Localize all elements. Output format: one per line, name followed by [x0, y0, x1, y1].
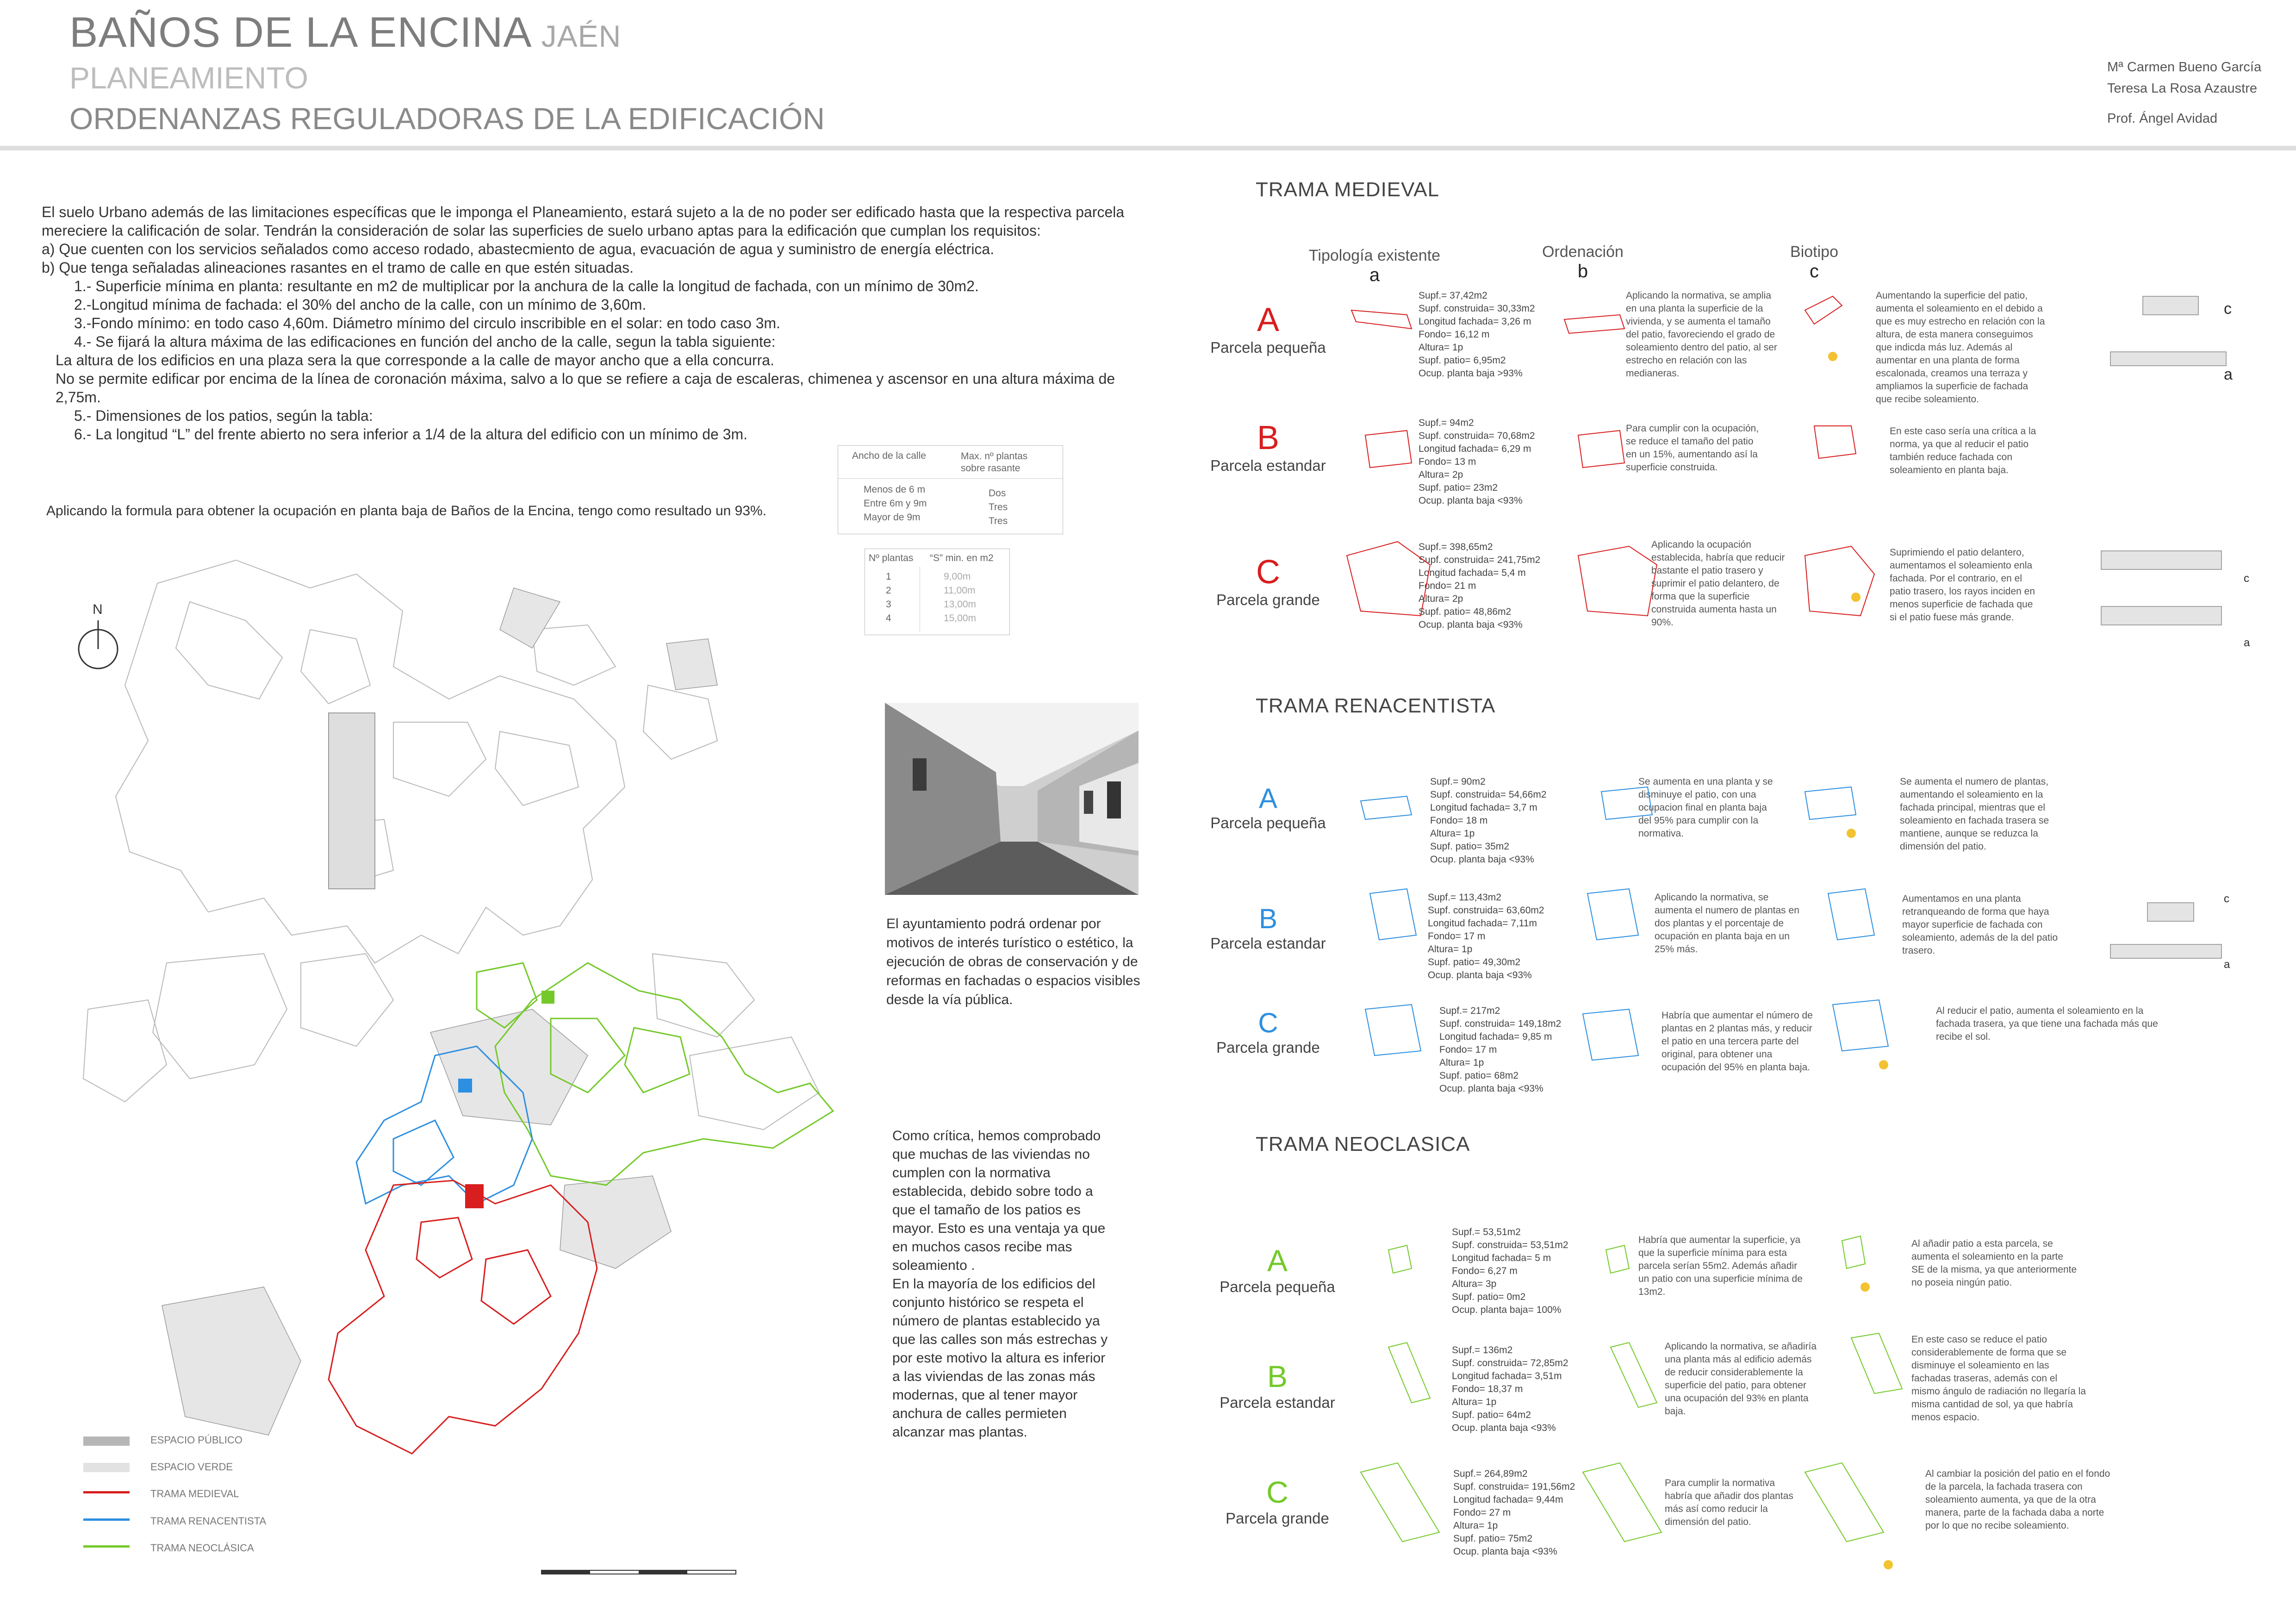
- rule-6: 6.- La longitud “L” del frente abierto no sera inferior a 1/4 de la altura del edificio con un mínimo de 3m.: [74, 426, 748, 443]
- medieval-c-note-b: Aplicando la ocupación establecida, habría que reducir bastante el patio trasero y suprimir el patio delantero, de forma que la superficie construida aumenta hasta un 90%.: [1651, 539, 1785, 628]
- legend-renacentista: TRAMA RENACENTISTA: [150, 1515, 267, 1527]
- rule-5: 5.- Dimensiones de los patios, según la tabla:: [74, 407, 373, 424]
- height-table: [838, 445, 1063, 534]
- intro-paragraph: El suelo Urbano además de las limitaciones específicas que le imponga el Planeamiento, estará sujeto a la de no poder ser edificado hasta que la respectiva parcela mereciere la calificación de solar. Tendrán la consideración de solar las superficies de suelo urbano aptas para la edificación que cumplan los requisitos:: [42, 204, 1125, 239]
- parcel-letter: A: [1257, 301, 1280, 338]
- col-c-letter: c: [1810, 261, 1819, 281]
- height-table-widths: [864, 483, 927, 525]
- parcel-name: Parcela estandar: [1220, 1394, 1335, 1411]
- legend-medieval: TRAMA MEDIEVAL: [150, 1488, 239, 1499]
- table-divider: [838, 478, 1063, 479]
- map-highlight-neoclasica: [541, 991, 554, 1004]
- author-2: Teresa La Rosa Azaustre: [2107, 81, 2258, 96]
- section-label-a-2: a: [2244, 637, 2250, 649]
- table-cell: 13,00m: [944, 599, 977, 610]
- parcel-letter: C: [1266, 1475, 1288, 1509]
- critica-text: [892, 1127, 1114, 1442]
- renacentista-parcel-a: [1185, 782, 1351, 832]
- north-arrow: [79, 620, 118, 668]
- north-label: N: [93, 602, 103, 617]
- renacentista-c-note-c: Al reducir el patio, aumenta el soleamiento en la fachada trasera, ya que tiene una fachada más que recibe el sol.: [1936, 1006, 2158, 1042]
- parcel-letter: B: [1257, 419, 1280, 456]
- renacentista-parcel-b: [1185, 903, 1351, 952]
- rule-3: 3.-Fondo mínimo: en todo caso 4,60m. Diámetro mínimo del circulo inscribible en el solar: en todo caso 3m.: [74, 315, 781, 331]
- section-label-a: a: [2224, 366, 2233, 383]
- map-sports-field: [329, 713, 375, 889]
- section-label-c-3: c: [2224, 893, 2229, 905]
- height-table-floors: [989, 487, 1008, 528]
- medieval-c-data: Supf.= 398,65m2 Supf. construida= 241,75m2 Longitud fachada= 5,4 m Fondo= 21 m Altura= 2p Supf. patio= 48,86m2 Ocup. planta baja <93%: [1419, 542, 1541, 630]
- neoclasica-c-data: Supf.= 264,89m2 Supf. construida= 191,56m2 Longitud fachada= 9,44m Fondo= 27 m Altura= 1p Supf. patio= 75m2 Ocup. planta baja <93%: [1453, 1468, 1575, 1557]
- renacentista-parcel-c: [1185, 1007, 1351, 1056]
- legend-neoclasica: TRAMA NEOCLÁSICA: [150, 1542, 254, 1554]
- medieval-parcel-c: [1185, 553, 1351, 609]
- medieval-b-note-b: Para cumplir con la ocupación, se reduce el tamaño del patio en un 15%, aumentando así la superficie construida.: [1626, 423, 1759, 473]
- table-cell: 4: [886, 613, 891, 624]
- section-title: ORDENANZAS REGULADORAS DE LA EDIFICACIÓN: [69, 101, 825, 136]
- parcel-letter: A: [1267, 1243, 1288, 1278]
- map-medieval: [329, 1181, 597, 1454]
- patio-table-col1: Nº plantas: [869, 553, 914, 563]
- street-photo: [885, 703, 1139, 895]
- parcel-letter: B: [1258, 903, 1278, 934]
- parcel-letter: A: [1258, 783, 1278, 814]
- section-diagrams: [2101, 296, 2226, 958]
- medieval-b-note-c: En este caso sería una crítica a la norma, ya que al reducir el patio también reduce fachada con soleamiento en planta baja.: [1890, 426, 2036, 475]
- col-ordenacion: [1513, 243, 1652, 282]
- neoclasica-a-note-c: Al añadir patio a esta parcela, se aumenta el soleamiento en la parte SE de la misma, ya que anteriormente no poseia ningún patio.: [1911, 1238, 2077, 1288]
- table-cell: 3: [886, 599, 891, 610]
- critica-paragraph-2: En la mayoría de los edificios del conjunto histórico se respeta el número de plantas establecido ya que las calles son más estrechas y por este motivo la altura es inferior a las viviendas de las zonas más modernas, que al tener mayor anchura de calles permieten alcanzar mas plantas.: [892, 1276, 1108, 1440]
- table-cell: Dos: [989, 488, 1006, 499]
- table-cell: Tres: [989, 502, 1008, 512]
- professor: Prof. Ángel Avidad: [2107, 111, 2218, 126]
- col-biotipo: [1745, 243, 1884, 282]
- section-label-c: c: [2224, 300, 2232, 318]
- parcel-letter: C: [1256, 554, 1280, 591]
- col-ordenacion-label: Ordenación: [1542, 243, 1624, 261]
- neoclasica-b-data: Supf.= 136m2 Supf. construida= 72,85m2 Longitud fachada= 3,51m Fondo= 18,37 m Altura= 1p Supf. patio= 64m2 Ocup. planta baja <93%: [1452, 1345, 1568, 1433]
- town-name: BAÑOS DE LA ENCINA: [69, 9, 532, 56]
- critica-paragraph-1: Como crítica, hemos comprobado que muchas de las viviendas no cumplen con la normativa establecida, debido sobre todo a que el tamaño de los patios es mayor. Esto es una ventaja ya que en muchos casos recibe mas soleamiento .: [892, 1128, 1106, 1273]
- neoclasica-c-note-b: Para cumplir la normativa habría que añadir dos plantas más así como reducir la dimensión del patio.: [1665, 1478, 1793, 1527]
- renacentista-a-note-c: Se aumenta el numero de plantas, aumentando el soleamiento en la fachada principal, mientras que el soleamiento en fachada trasera se mantiene, aunque se reduzca la dimensión del patio.: [1900, 776, 2049, 852]
- parcel-sketches: [1342, 278, 2296, 1611]
- parcel-name: Parcela pequeña: [1220, 1278, 1335, 1295]
- patio-table-areas: [944, 570, 976, 625]
- medieval-parcel-a: [1185, 301, 1351, 356]
- medieval-parcel-b: [1185, 419, 1351, 475]
- plaza-rule: La altura de los edificios en una plaza sera la que corresponde a la calle de mayor ancho que a ella concurra.: [56, 352, 774, 369]
- table-cell: 9,00m: [944, 571, 971, 582]
- medieval-c-note-c: Suprimiendo el patio delantero, aumentamos el soleamiento enla fachada. Por el contrario, en el patio trasero, los rayos inciden en menos superficie de fachada que si el patio fuese más grande.: [1890, 547, 2035, 623]
- neoclasica-a-data: Supf.= 53,51m2 Supf. construida= 53,51m2 Longitud fachada= 5 m Fondo= 6,27 m Altura= 3p Supf. patio= 0m2 Ocup. planta baja= 100%: [1452, 1227, 1568, 1315]
- section-neoclasica: TRAMA NEOCLASICA: [1256, 1133, 1470, 1156]
- section-label-c-2: c: [2244, 572, 2249, 585]
- medieval-a-note-c: Aumentando la superficie del patio, aumenta el soleamiento en el debido a que es muy estrecho en relación con la altura, de esta manera conseguimos que indicda más luz. Además al aumentar en una planta de forma escalonada, creamos una terraza y ampliamos la superficie de fachada que recibe soleamiento.: [1876, 290, 2045, 405]
- col-b-letter: b: [1577, 261, 1588, 281]
- renacentista-b-data: Supf.= 113,43m2 Supf. construida= 63,60m2 Longitud fachada= 7,11m Fondo= 17 m Altura= 1p Supf. patio= 49,30m2 Ocup. planta baja <93%: [1428, 892, 1544, 981]
- parcel-name: Parcela grande: [1216, 591, 1320, 608]
- renacentista-c-note-b: Habría que aumentar el número de plantas en 2 plantas más, y reducir el patio en una tercera parte del original, para obtener una ocupación del 95% en planta baja.: [1661, 1010, 1813, 1073]
- col-tipologia-label: Tipología existente: [1308, 247, 1441, 264]
- legend-swatch-public: [83, 1437, 130, 1446]
- renacentista-a-data: Supf.= 90m2 Supf. construida= 54,66m2 Longitud fachada= 3,7 m Fondo= 18 m Altura= 1p Supf. patio= 35m2 Ocup. planta baja <93%: [1430, 776, 1547, 865]
- ayuntamiento-text: El ayuntamiento podrá ordenar por motivos de interés turístico o estético, la ejecución de obras de conservación y de reformas en fachadas o espacios visibles desde la vía pública.: [886, 916, 1140, 1007]
- page-subtitle: PLANEAMIENTO: [69, 61, 308, 95]
- renacentista-b-note-b: Aplicando la normativa, se aumenta el numero de plantas en dos plantas y el porcentaje de ocupación en planta baja en un 25% más.: [1655, 892, 1799, 955]
- sketches-neoclasica: [1361, 1236, 1902, 1542]
- legend-swatches: [83, 1437, 130, 1548]
- neoclasica-b-note-b: Aplicando la normativa, se añadiría una planta más al edificio además de reducir considerablemente la superficie del patio, para obtener una ocupación del 93% en planta baja.: [1665, 1341, 1817, 1417]
- intro-text: [42, 203, 1143, 443]
- table-cell: Menos de 6 m: [864, 484, 926, 495]
- parcel-name: Parcela grande: [1216, 1039, 1320, 1056]
- legend-public: ESPACIO PÚBLICO: [150, 1434, 243, 1446]
- section-label-a-3: a: [2224, 958, 2230, 971]
- height-table-col2: Max. nº plantas sobre rasante: [961, 451, 1028, 474]
- legend-swatch-renacentista: [83, 1518, 130, 1521]
- renacentista-c-data: Supf.= 217m2 Supf. construida= 149,18m2 Longitud fachada= 9,85 m Fondo= 17 m Altura= 1p Supf. patio= 68m2 Ocup. planta baja <93%: [1439, 1006, 1562, 1094]
- medieval-a-data: Supf.= 37,42m2 Supf. construida= 30,33m2 Longitud fachada= 3,26 m Fondo= 16,12 m Altura= 1p Supf. patio= 6,95m2 Ocup. planta baja >93%: [1419, 290, 1535, 379]
- province-name: JAÉN: [541, 19, 622, 53]
- legend-swatch-neoclasica: [83, 1545, 130, 1548]
- author-1: Mª Carmen Bueno García: [2107, 60, 2262, 75]
- section-renacentista: TRAMA RENACENTISTA: [1256, 694, 1496, 717]
- legend-swatch-medieval: [83, 1491, 130, 1493]
- table-cell: 15,00m: [944, 613, 977, 624]
- conclusion: Aplicando la formula para obtener la ocupación en planta baja de Baños de la Encina, tengo como resultado un 93%.: [46, 503, 767, 518]
- neoclasica-b-note-c: En este caso se reduce el patio considerablemente de forma que se disminuye el soleamiento en las fachadas traseras, además con el mismo ángulo de radiación no llegaría la misma cantidad de sol, ya que habría menos espacio.: [1911, 1334, 2086, 1423]
- crown-rule: No se permite edificar por encima de la línea de coronación máxima, salvo a lo que se refiere a caja de escaleras, chimenea y ascensor en una altura máxima de 2,75m.: [56, 370, 1115, 406]
- scale-bar: [541, 1570, 736, 1574]
- table-cell: 11,00m: [944, 585, 976, 596]
- section-medieval: TRAMA MEDIEVAL: [1256, 178, 1440, 201]
- requirement-b: b) Que tenga señaladas alineaciones rasantes en el tramo de calle en que estén situadas.: [42, 259, 634, 276]
- table-cell: Tres: [989, 516, 1008, 526]
- rule-4: 4.- Se fijará la altura máxima de las edificaciones en función del ancho de la calle, segun la tabla siguiente:: [74, 333, 776, 350]
- col-a-letter: a: [1369, 265, 1380, 285]
- legend-swatch-green: [83, 1463, 130, 1472]
- renacentista-a-note-b: Se aumenta en una planta y se disminuye el patio, con una ocupacion final en planta baja del 95% para cumplir con la normativa.: [1638, 776, 1773, 839]
- table-cell: 2: [886, 585, 891, 596]
- patio-table-col2: “S” min. en m2: [930, 553, 994, 563]
- parcel-name: Parcela pequeña: [1210, 339, 1326, 356]
- table-cell: Entre 6m y 9m: [864, 498, 927, 509]
- header-divider: [0, 146, 2296, 150]
- sketches-medieval: [1347, 296, 1874, 616]
- legend-green: ESPACIO VERDE: [150, 1461, 233, 1473]
- parcel-name: Parcela estandar: [1210, 935, 1326, 952]
- sun-markers: [1828, 352, 1893, 1569]
- map-hatched-areas: [162, 588, 717, 1435]
- medieval-b-data: Supf.= 94m2 Supf. construida= 70,68m2 Longitud fachada= 6,29 m Fondo= 13 m Altura= 2p Supf. patio= 23m2 Ocup. planta baja <93%: [1419, 418, 1535, 506]
- map-highlight-medieval: [465, 1184, 484, 1208]
- medieval-a-note-b: Aplicando la normativa, se amplia en una planta la superficie de la vivienda, y se aumenta el tamaño del patio, favoreciendo el grado de soleamiento dentro del patio, al ser estrecho en relación con las medianeras.: [1626, 290, 1777, 379]
- parcel-letter: B: [1267, 1359, 1288, 1393]
- requirement-a: a) Que cuenten con los servicios señalados como acceso rodado, abastecmiento de agua, evacuación de agua y suministro de energía eléctrica.: [42, 241, 995, 257]
- map-highlight-renacentista: [458, 1079, 472, 1093]
- neoclasica-c-note-c: Al cambiar la posición del patio en el fondo de la parcela, la fachada trasera con soleamiento aumenta, ya que de la otra manera, parte de la fachada daba a norte por lo que no recibe soleamiento.: [1925, 1468, 2110, 1531]
- parcel-name: Parcela grande: [1226, 1510, 1329, 1527]
- renacentista-b-note-c: Aumentamos en una planta retranqueando de forma que haya mayor superficie de fachada con soleamiento, además de la del patio trasero.: [1902, 893, 2058, 956]
- height-table-col1: Ancho de la calle: [852, 450, 926, 461]
- parcel-name: Parcela estandar: [1210, 457, 1326, 474]
- table-cell: Mayor de 9m: [864, 512, 921, 523]
- table-cell: 1: [886, 571, 891, 582]
- authors: [2107, 56, 2261, 99]
- rule-2: 2.-Longitud mínima de fachada: el 30% del ancho de la calle, con un mínimo de 3,60m.: [74, 296, 647, 313]
- page-title: [69, 8, 621, 57]
- neoclasica-a-note-b: Habría que aumentar la superficie, ya que la superficie mínima para esta parcela serían 55m2. Además añadir un patio con una superficie mínima de 13m2.: [1638, 1235, 1803, 1297]
- parcel-name: Parcela pequeña: [1210, 814, 1326, 831]
- parcel-letter: C: [1258, 1007, 1278, 1038]
- rule-1: 1.- Superficie mínima en planta: resultante en m2 de multiplicar por la anchura de la calle la longitud de fachada, con un mínimo de 30m2.: [74, 278, 979, 294]
- sketches-renacentista: [1361, 787, 1888, 1060]
- col-biotipo-label: Biotipo: [1790, 243, 1838, 261]
